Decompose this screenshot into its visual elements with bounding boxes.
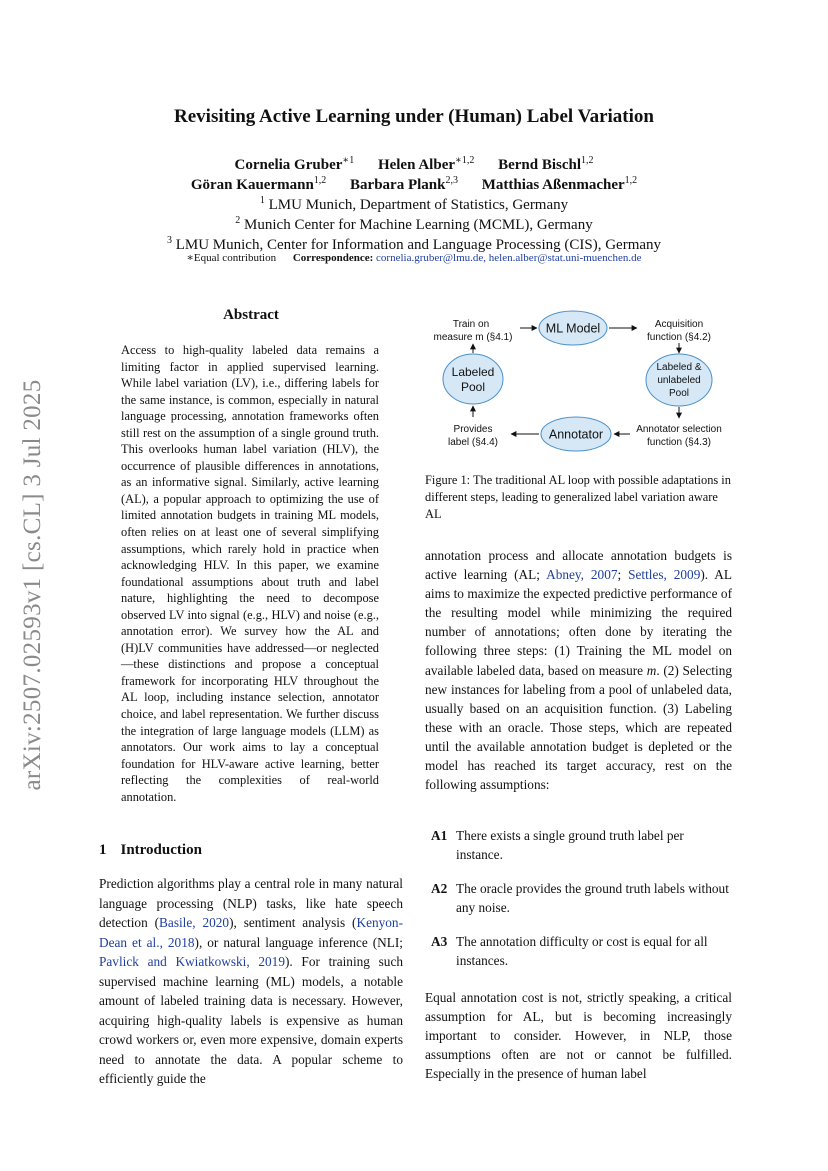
selection-step-label: Annotator selection [636,424,722,435]
provides-step-label: Provides [453,424,493,435]
provides-step-label: label (§4.4) [447,437,499,448]
contribution-note [0,251,828,264]
figure-caption: Figure 1: The traditional AL loop with possible adaptations in different steps, leading to generalized label variation aware AL [425,473,731,521]
arxiv-identifier [14,355,52,815]
labeled-pool-node [443,354,503,404]
affiliation: $^1$ LMU Munich, Department of Statistics, Germany [259,195,569,213]
abstract-text: Access to high-quality labeled data remains a limiting factor in applied supervised learning. While label variation (LV), i.e., differing labels for the same instance, is common, especially in natural language processing, annotation frameworks often still rest on the assumption of a single ground truth. This overlooks human label variation (HLV), the occurrence of plausible differences in annotations, as an informative signal. Similarly, active learning (AL), a popular approach to optimizing the use of limited annotation budgets in training ML models, often relies on at least one of several simplifying assumptions, which rarely hold in practice when acknowledging HLV. In this paper, we examine foundational assumptions about truth and label nature, highlighting the need to decompose observed LV into signal (e.g., HLV) and noise (e.g., annotation error). We survey how the AL and (H)LV communities have addressed—or neglected—these distinctions and propose a conceptual framework for incorporating HLV throughout the AL loop, including instance selection, annotator choice, and label representation. We further discuss the integration of large language models (LLM) as annotators. Our work aims to lay a conceptual foundation for HLV-aware active learning, better reflecting the complexities of real-world annotation. [121,343,379,804]
author: Helen Alber$^{∗1,2}$ [377,155,475,173]
citation-link[interactable]: Basile, 2020 [159,915,230,930]
al-loop-diagram [425,305,735,457]
affiliation: $^3$ LMU Munich, Center for Information and Language Processing (CIS), Germany [166,235,662,253]
abstract-heading: Abstract [223,307,279,323]
paper-title: Revisiting Active Learning under (Human) Label Variation [174,106,654,127]
author: Cornelia Gruber$^{∗1}$ [234,155,355,173]
unlabeled-pool-label: Pool [668,388,690,399]
assumption-item: A2 The oracle provides the ground truth labels without any noise. [431,881,729,916]
train-step-label: measure m (§4.1) [433,332,513,343]
citation-link[interactable]: Settles, 2009 [628,567,701,583]
citation-link[interactable]: Kenyon-Dean et al., 2018 [99,915,403,950]
ml-model-label: ML Model [545,321,601,336]
author: Göran Kauermann$^{1,2}$ [190,175,327,193]
unlabeled-pool-label: Labeled & [656,362,702,373]
arxiv-identifier-text: arXiv:2507.02593v1 [cs.CL] 3 Jul 2025 [19,379,46,791]
selection-step-label: function (§4.3) [647,437,711,448]
body-text: Equal annotation cost is not, strictly speaking, a critical assumption for AL, but is becoming increasingly important to consider. However, in NLP, those assumptions often are not or cannot be fulfilled. Especially in the presence of human label [425,990,732,1082]
citation-link[interactable]: Abney, 2007 [546,567,618,583]
labeled-pool-label: Pool [460,380,486,394]
annotator-label: Annotator [548,427,604,442]
assumption-list [425,826,732,986]
correspondence-label: Correspondence: [292,252,374,264]
assumption-item: A3 The annotation difficulty or cost is equal for all instances. [431,934,708,969]
train-step-label: Train on [452,319,490,330]
labeled-pool-label: Labeled [451,365,495,379]
author: Bernd Bischl$^{1,2}$ [498,155,594,173]
introduction-text: Prediction algorithms play a central role in many natural language processing (NLP) tasks, like hate speech detection (Basile, 2020), sentiment analysis (Kenyon-Dean et al., 2018), or natural language inference (NLI; Pavlick and Kwiatkowski, 2019). For training such supervised machine learning (ML) models, a notable amount of labeled training data is necessary. However, acquiring high-quality labels is expensive as human crowd workers or, even more expensive, domain experts need to annotate the data. A popular scheme to efficiently guide the [99,876,404,1086]
email-links[interactable]: cornelia.gruber@lmu.de, helen.alber@stat.uni-muenchen.de [376,252,642,264]
acquisition-step-label: Acquisition [654,319,704,330]
assumption-item: A1 There exists a single ground truth label per instance. [431,828,684,863]
equal-contribution: ∗Equal contribution [186,252,277,264]
author: Matthias Aßenmacher$^{1,2}$ [481,175,638,193]
math-symbol: m [646,662,657,678]
acquisition-step-label: function (§4.2) [647,332,711,343]
citation-link[interactable]: Pavlick and Kwiatkowski, 2019 [99,954,285,969]
affiliation: $^2$ Munich Center for Machine Learning (MCML), Germany [235,215,593,233]
figure-al-loop [425,305,735,457]
author: Barbara Plank$^{2,3}$ [350,175,458,193]
section-heading: 1 Introduction [99,842,202,858]
body-text: annotation process and allocate annotation budgets is active learning (AL; Abney, 2007; Settles, 2009). AL aims to maximize the expected predictive performance of the resulting model while minimizing the required number of annotations; often done by iterating the following three steps: (1) Training the ML model on available labeled data, based on measure m. (2) Selecting new instances for labeling from a pool of unlabeled data, usually based on an acquisition function. (3) Labeling these with an oracle. Those steps, which are repeated until the available annotation budget is depleted or the model has reached its target accuracy, rest on the following assumptions: [425,548,732,793]
unlabeled-pool-label: unlabeled [657,375,701,386]
